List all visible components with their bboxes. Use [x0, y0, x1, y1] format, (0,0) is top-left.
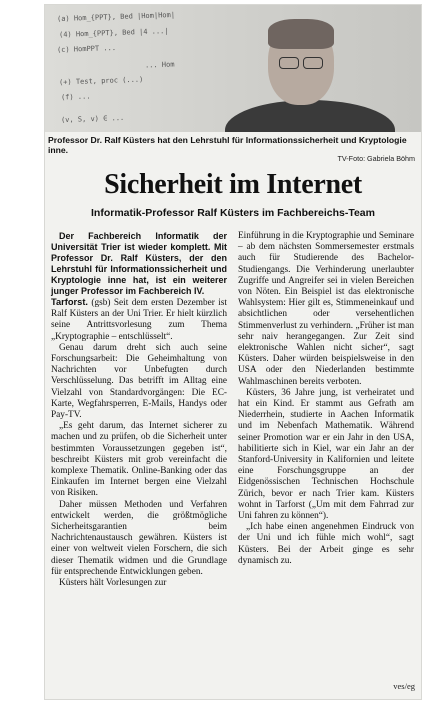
photo-caption: Professor Dr. Ralf Küsters hat den Lehrstuhl für Informationssicherheit und Kryptologie inne.	[48, 135, 407, 155]
person-shoulders	[225, 100, 395, 132]
article-paragraph: „Ich habe einen angenehmen Eindruck von der Uni und ich fühle mich wohl“, sagt Küsters. Bei der Arbeit ginge es sehr dynamisch zu.	[238, 522, 414, 566]
article-paragraph: Tarforst. (gsb) Seit dem ersten Dezember ist Ralf Küsters an der Uni Trier. Er hielt kürzlich seine Antrittsvorlesung zum Thema „Kryptographie – entschlüsselt“.	[51, 297, 228, 342]
photo-credit: TV-Foto: Gabriela Böhm	[337, 154, 415, 163]
article-paragraph: Einführung in die Kryptographie und Seminare – ab dem nächsten Sommersemester erstmals auch für Studierende des Bachelor-Studiengangs. Die Verhinderung unerlaubter Zugriffe und Angreifer sei in vielen Bereichen von Nöten. Ein Beispiel ist das elektronische Wahlsystem: Hier gilt es, Stimmeneinkauf und absichtlichen oder versehentlichen Stimmenverlust zu verhindern. „Früher ist man sehr naiv herangegangen. Zur Zeit sind elektronische Wahlen nicht sicher“, sagt Küsters. Daher würden beispielsweise in den USA oder den Niederlanden bestimmte Wahlmaschinen bereits verboten.	[238, 231, 414, 387]
glasses-left-icon	[279, 57, 299, 69]
whiteboard-line: (v, S, v) ∈ ...	[60, 113, 125, 125]
whiteboard-line: (f) ...	[60, 92, 91, 102]
subheadline: Informatik-Professor Ralf Küsters im Fachbereichs-Team	[91, 207, 375, 219]
newspaper-clipping	[44, 4, 422, 700]
article-paragraph: Küsters, 36 Jahre jung, ist verheiratet und hat ein Kind. Er stammt aus Gefrath am Niederrhein, studierte in Aachen Informatik und im Nebenfach Mathematik. Während seiner Promotion war er ein Jahr in den USA, habilitierte sich in Kiel, war ein Jahr an der Stanford-University in Kalifornien und leitete eine Forschungsgruppe an der Eidgenössischen Technischen Hochschule Zürich, bevor er nach Trier kam. Küsters wohnt in Tarforst („Um mit dem Fahrrad zur Uni fahren zu können“).	[238, 387, 414, 522]
whiteboard-line: (c) HomPPT ...	[56, 43, 117, 55]
glasses-right-icon	[303, 57, 323, 69]
author-signature: ves/eg	[393, 681, 415, 691]
article-column-right	[238, 231, 414, 567]
whiteboard-line: (4) Hom_{PPT}, Bed |4 ...|	[58, 27, 169, 39]
article-paragraph: Genau darum dreht sich auch seine Forschungsarbeit: Die Geheimhaltung von Nachrichten vor Unbefugten durch Verschlüsselung. Das betrifft im Alltag eine Vielzahl von Standardvorgängen: Die EC-Karte, Wegfahrsperren, E-Mails, Handys oder Pay-TV.	[51, 342, 227, 421]
article-paragraph: „Es geht darum, das Internet sicherer zu machen und zu prüfen, ob die Sicherheit unter bestimmten Voraussetzungen gegeben ist“, beschreibt Küsters mit grob vereinfacht die komplexe Thematik. Online-Banking oder das Einkaufen im Internet bergen eine Vielzahl von Risiken.	[51, 421, 227, 499]
whiteboard-line: (+) Test, proc (...)	[58, 75, 144, 87]
headline: Sicherheit im Internet	[104, 169, 362, 200]
portrait-photo	[45, 5, 421, 132]
whiteboard-line: ... Hom	[144, 60, 175, 70]
article-paragraph: Daher müssen Methoden und Verfahren entwickelt werden, die größtmögliche Sicherheitsgarantien beim Nachrichtenaustausch gewähren. Küsters ist einer von weltweit vielen Forschern, die sich dieser Thematik widmen und die Grundlage für entsprechende Entwicklungen geben.	[51, 499, 227, 577]
whiteboard-line: (a) Hom_{PPT}, Bed |Hom|Hom|	[56, 10, 176, 24]
dateline: Tarforst.	[51, 297, 89, 307]
lead-paragraph: Der Fachbereich Informatik der Universität Trier ist wieder komplett. Mit Professor Dr. Ralf Küsters, der den Lehrstuhl für Informationssicherheit und Kryptologie inne hat, ist ein weiterer junger Professor im Fachbereich IV.	[51, 231, 227, 296]
person-hair	[268, 19, 334, 49]
article-paragraph: Küsters hält Vorlesungen zur	[59, 578, 167, 589]
article-column-left	[51, 231, 227, 589]
